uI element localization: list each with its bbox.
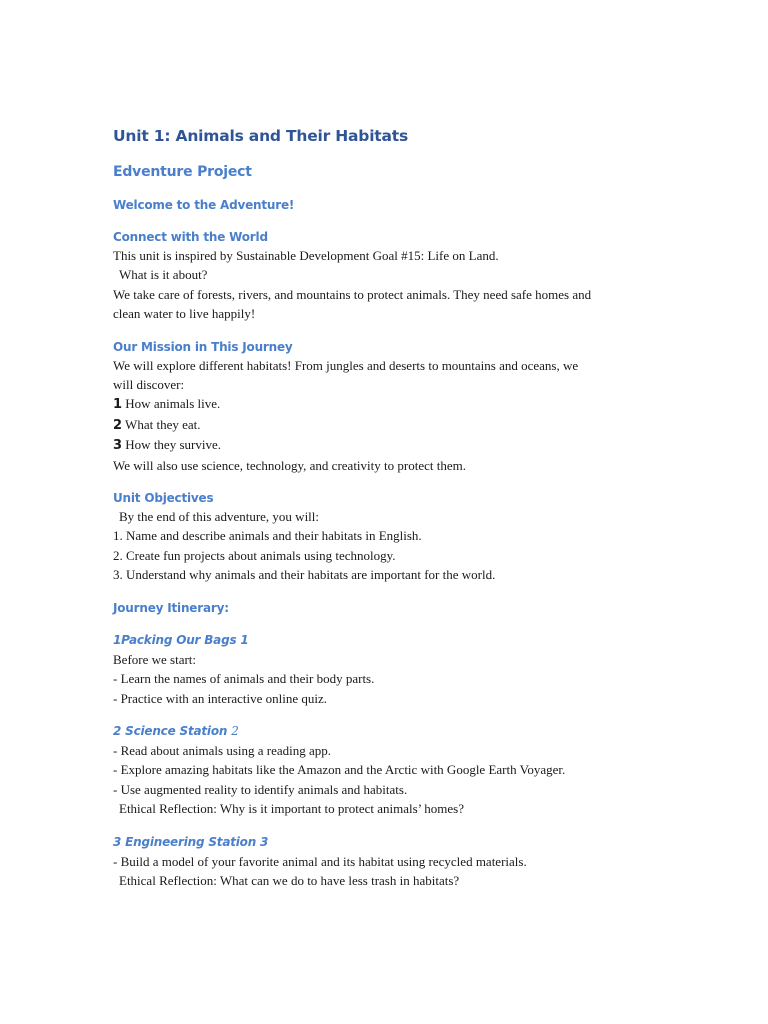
station-line: - Practice with an interactive online quiz. — [113, 690, 328, 706]
station-line: Before we start: — [113, 651, 197, 667]
mission-item — [113, 435, 673, 455]
mission-item-number: 1 — [113, 397, 123, 413]
mission-closing: We will also use science, technology, and creativity to protect them. — [113, 457, 466, 473]
station-number: 2 — [113, 723, 122, 738]
objective-item: 2. Create fun projects about animals using technology. — [113, 547, 396, 563]
ethical-reflection: Ethical Reflection: What can we do to have less trash in habitats? — [119, 872, 460, 888]
mission-line: will discover: — [113, 377, 185, 393]
mission-item — [113, 394, 673, 414]
station-number: 1 — [240, 632, 249, 647]
station-line: - Explore amazing habitats like the Amazon and the Arctic with Google Earth Voyager. — [113, 762, 566, 778]
station-number: 2 — [231, 723, 239, 738]
station-number: 3 — [260, 834, 269, 849]
itinerary-heading: Journey Itinerary: — [113, 600, 229, 615]
station-line: - Read about animals using a reading app. — [113, 742, 332, 758]
station-heading-science — [113, 722, 673, 741]
objective-item: 1. Name and describe animals and their habitats in English. — [113, 528, 422, 544]
station-number: 3 — [113, 834, 122, 849]
connect-heading: Connect with the World — [113, 230, 268, 244]
mission-item-text: What they eat. — [122, 416, 201, 432]
mission-line: We will explore different habitats! From jungles and deserts to mountains and oceans, we — [113, 357, 579, 373]
mission-item-text: How animals live. — [122, 396, 221, 412]
unit-title: Unit 1: Animals and Their Habitats — [113, 127, 409, 145]
project-heading: Edventure Project — [113, 164, 252, 180]
connect-line: clean water to live happily! — [113, 306, 256, 322]
mission-item-number: 2 — [113, 417, 123, 433]
station-line: - Use augmented reality to identify animals and habitats. — [113, 781, 408, 797]
mission-item — [113, 415, 673, 435]
station-title: Science Station — [121, 723, 232, 738]
mission-heading: Our Mission in This Journey — [113, 339, 293, 354]
station-line: - Learn the names of animals and their body parts. — [113, 671, 375, 687]
objective-item: 3. Understand why animals and their habitats are important for the world. — [113, 567, 496, 583]
mission-item-number: 3 — [113, 438, 123, 454]
station-line: - Build a model of your favorite animal and its habitat using recycled materials. — [113, 853, 527, 869]
objectives-intro: By the end of this adventure, you will: — [119, 509, 320, 525]
station-title: Engineering Station — [121, 834, 261, 849]
connect-line: This unit is inspired by Sustainable Development Goal #15: Life on Land. — [113, 248, 499, 263]
connect-line: We take care of forests, rivers, and mountains to protect animals. They need safe homes and — [113, 286, 592, 302]
mission-item-text: How they survive. — [122, 437, 221, 453]
document-page — [113, 124, 673, 890]
station-number: 1 — [113, 632, 122, 647]
welcome-heading: Welcome to the Adventure! — [113, 198, 295, 212]
station-title: Packing Our Bags — [121, 632, 241, 647]
station-heading-packing — [113, 631, 673, 650]
objectives-heading: Unit Objectives — [113, 491, 214, 506]
ethical-reflection: Ethical Reflection: Why is it important to protect animals’ homes? — [119, 801, 465, 817]
station-heading-engineering — [113, 833, 673, 852]
connect-question: What is it about? — [119, 267, 208, 283]
